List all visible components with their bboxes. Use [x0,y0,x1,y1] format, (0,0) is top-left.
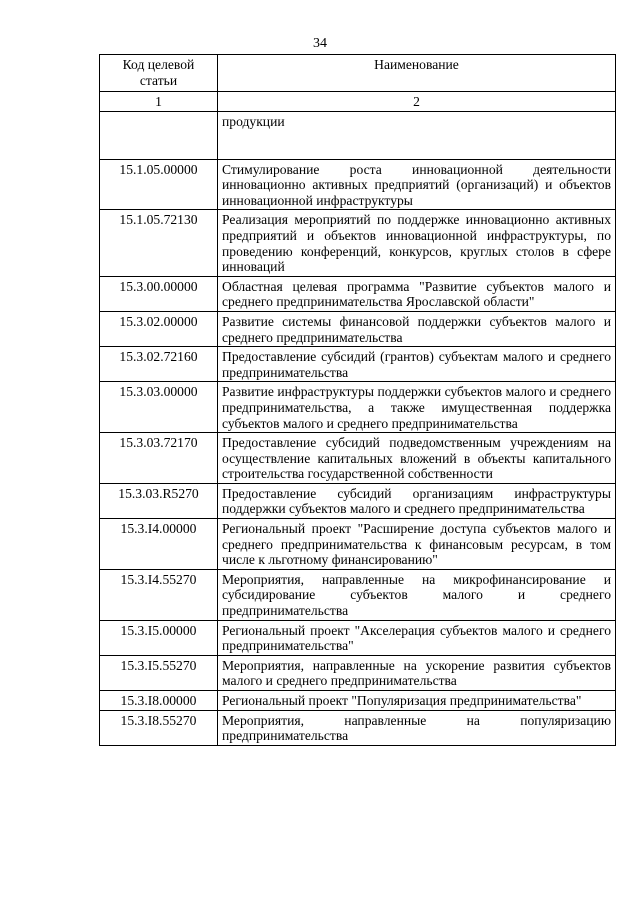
row-name: Стимулирование роста инновационной деятельности инновационно активных предприятий (организаций) и объектов инновационной инфраструктуры [218,159,616,210]
row-name: Развитие системы финансовой поддержки субъектов малого и среднего предпринимательства [218,311,616,346]
table-row [100,710,616,745]
row-code: 15.3.03.R5270 [100,483,218,518]
row-code: 15.3.03.00000 [100,382,218,433]
table-row [100,620,616,655]
table-row [100,159,616,210]
row-name: Региональный проект "Популяризация предпринимательства" [218,691,616,711]
table-row [100,655,616,690]
row-code: 15.3.02.72160 [100,347,218,382]
table-row [100,483,616,518]
row-code: 15.3.I8.55270 [100,710,218,745]
row-name: Мероприятия, направленные на популяризацию предпринимательства [218,710,616,745]
row-code: 15.1.05.72130 [100,210,218,276]
table-row [100,311,616,346]
row-name: Мероприятия, направленные на микрофинансирование и субсидирование субъектов малого и среднего предпринимательства [218,569,616,620]
row-name: Реализация мероприятий по поддержке инновационно активных предприятий и объектов инновационной инфраструктуры, по проведению конференций, конкурсов, круглых столов в сфере инноваций [218,210,616,276]
row-name: Областная целевая программа "Развитие субъектов малого и среднего предпринимательства Ярославской области" [218,276,616,311]
row-name: продукции [218,111,616,159]
row-name: Предоставление субсидий организациям инфраструктуры поддержки субъектов малого и среднего предпринимательства [218,483,616,518]
table-row [100,382,616,433]
row-code [100,111,218,159]
row-code: 15.3.I8.00000 [100,691,218,711]
row-code: 15.3.03.72170 [100,433,218,484]
row-code: 15.3.I5.00000 [100,620,218,655]
row-name: Предоставление субсидий (грантов) субъектам малого и среднего предпринимательства [218,347,616,382]
row-code: 15.3.00.00000 [100,276,218,311]
column-header-code-line2: статьи [139,72,178,88]
column-numbering-row [100,92,616,112]
table-row [100,210,616,276]
row-name: Региональный проект "Акселерация субъектов малого и среднего предпринимательства" [218,620,616,655]
table-header-row [100,55,616,92]
budget-classification-table [99,54,616,746]
table-row [100,519,616,570]
page-number: 34 [313,36,327,51]
row-name: Региональный проект "Расширение доступа субъектов малого и среднего предпринимательства к финансовым ресурсам, в том числе к льготному финансированию" [218,519,616,570]
row-code: 15.3.I5.55270 [100,655,218,690]
column-number-1: 1 [100,92,218,112]
row-code: 15.3.02.00000 [100,311,218,346]
row-name: Предоставление субсидий подведомственным учреждениям на осуществление капитальных вложений в объекты капитального строительства государственной собственности [218,433,616,484]
row-code: 15.3.I4.00000 [100,519,218,570]
row-code: 15.1.05.00000 [100,159,218,210]
table-row [100,433,616,484]
column-header-name: Наименование [218,55,616,92]
row-name: Развитие инфраструктуры поддержки субъектов малого и среднего предпринимательства, а также имущественная поддержка субъектов малого и среднего предпринимательства [218,382,616,433]
table-row [100,111,616,159]
table-row [100,691,616,711]
table-row [100,569,616,620]
row-code: 15.3.I4.55270 [100,569,218,620]
column-header-code-line1: Код целевой [122,57,195,72]
table-row [100,276,616,311]
row-name: Мероприятия, направленные на ускорение развития субъектов малого и среднего предпринимательства [218,655,616,690]
column-header-code [100,55,218,92]
table-row [100,347,616,382]
column-number-2: 2 [218,92,616,112]
